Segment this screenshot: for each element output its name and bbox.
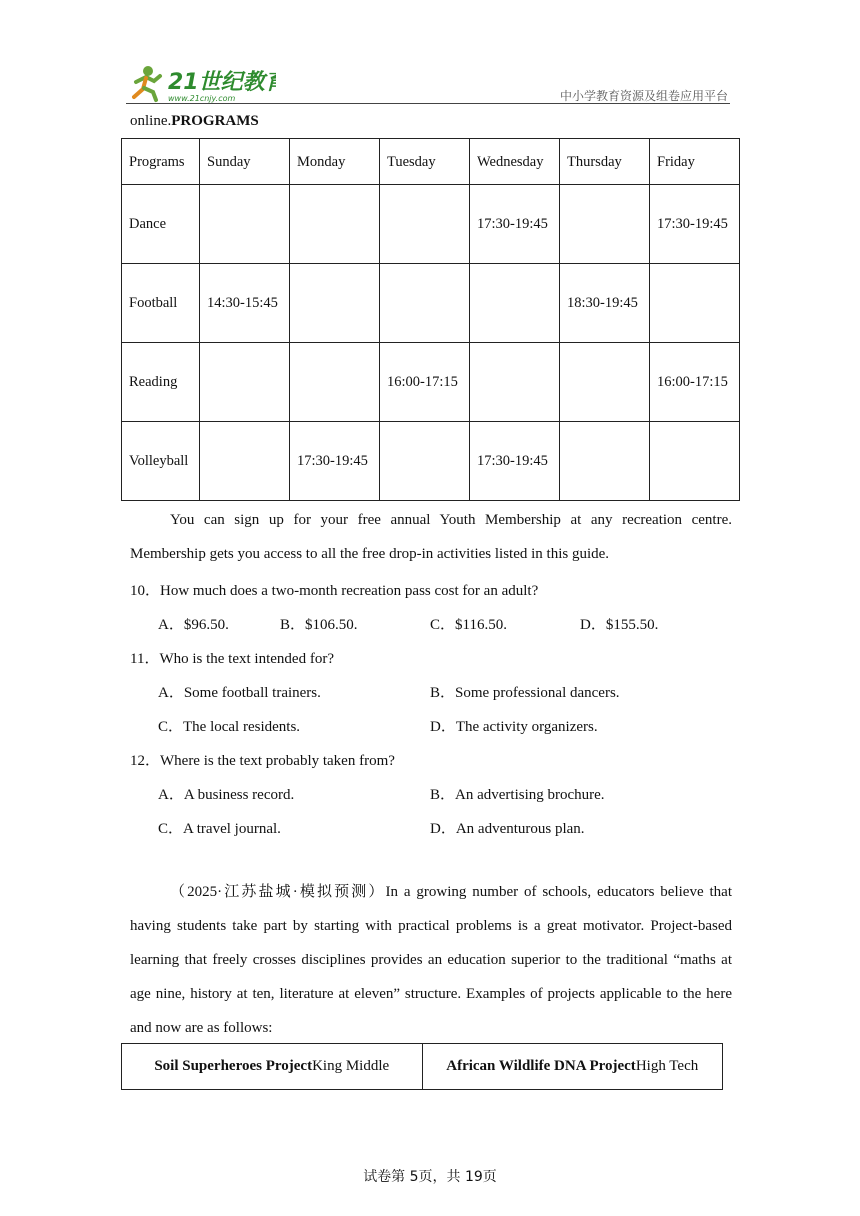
table-cell [290,264,380,343]
table-cell [200,185,290,264]
table-row [122,264,740,343]
table-cell: Reading [122,343,200,422]
page-footer: 试卷第 5页，共 19页 [363,1169,497,1185]
header-cell: Programs [122,139,200,185]
question-11-stem: 11．Who is the text intended for? [130,651,334,667]
passage-text: In a growing number of schools, educators believe that having students take part by starting with practical problems is a great motivator. Project-based learning that freely crosses disciplines provides an education superior to the traditional “maths at age nine, history at ten, literature at eleven” structure. Examples of projects applicable to the here and now are as follows: [130,884,732,1036]
header-platform-text: 中小学教育资源及组卷应用平台 [559,89,728,103]
project-title: African Wildlife DNA Project [446,1058,636,1074]
table-cell [290,185,380,264]
table-cell: Volleyball [122,422,200,501]
table-cell: 17:30-19:45 [650,185,740,264]
header-cell: Wednesday [470,139,560,185]
table-cell: 17:30-19:45 [290,422,380,501]
q12-option-a[interactable]: A．A business record. [158,787,295,803]
header-cell: Friday [650,139,740,185]
q11-option-d[interactable]: D．The activity organizers. [430,719,598,735]
table-cell [380,264,470,343]
table-cell: Football [122,264,200,343]
q12-option-c[interactable]: C．A travel journal. [158,821,281,837]
project-cell [422,1044,723,1090]
header-cell: Thursday [560,139,650,185]
schedule-table [121,138,740,501]
q10-option-d[interactable]: D．$155.50. [580,617,659,633]
membership-paragraph: You can sign up for your free annual Youth Membership at any recreation centre. Membership gets you access to all the free drop-in activities listed in this guide. [130,512,732,562]
project-school: King Middle [312,1058,390,1074]
table-row [122,1044,723,1090]
table-cell: Dance [122,185,200,264]
q11-option-a[interactable]: A．Some football trainers. [158,685,321,701]
header-divider [126,103,730,104]
table-cell [560,185,650,264]
table-cell: 16:00-17:15 [650,343,740,422]
table-cell [560,343,650,422]
runner-logo-icon [126,64,276,104]
table-cell [380,185,470,264]
q12-option-b[interactable]: B．An advertising brochure. [430,787,605,803]
table-cell [470,343,560,422]
heading-bold: PROGRAMS [171,113,259,129]
table-cell: 18:30-19:45 [560,264,650,343]
question-12-stem: 12．Where is the text probably taken from? [130,753,395,769]
table-row [122,343,740,422]
q10-option-c[interactable]: C．$116.50. [430,617,507,633]
header-cell: Monday [290,139,380,185]
project-school: High Tech [635,1058,699,1074]
q11-option-b[interactable]: B．Some professional dancers. [430,685,620,701]
passage-paragraph [130,875,732,1045]
table-row [122,185,740,264]
table-cell [290,343,380,422]
q11-option-c[interactable]: C．The local residents. [158,719,301,735]
project-cell [122,1044,423,1090]
projects-table [121,1043,723,1090]
q10-option-b[interactable]: B．$106.50. [280,617,358,633]
logo-url: www.21cnjy.com [168,94,236,103]
question-10-stem: 10．How much does a two-month recreation pass cost for an adult? [130,583,539,599]
table-cell: 14:30-15:45 [200,264,290,343]
table-cell [200,343,290,422]
q10-option-a[interactable]: A．$96.50. [158,617,229,633]
table-cell [650,264,740,343]
heading-prefix: online. [130,113,172,129]
table-cell: 17:30-19:45 [470,422,560,501]
header-cell: Tuesday [380,139,470,185]
table-cell: 17:30-19:45 [470,185,560,264]
header-cell: Sunday [200,139,290,185]
programs-heading [130,113,259,130]
passage-source: （2025·江苏盐城·模拟预测） [170,884,386,900]
table-cell [470,264,560,343]
site-logo [126,64,276,104]
table-cell [380,422,470,501]
table-cell [200,422,290,501]
table-cell [650,422,740,501]
table-cell [560,422,650,501]
table-row [122,422,740,501]
table-cell: 16:00-17:15 [380,343,470,422]
project-title: Soil Superheroes Project [154,1058,313,1074]
logo-text: 21世纪教育 [168,70,276,95]
q12-option-d[interactable]: D．An adventurous plan. [430,821,585,837]
table-header-row [122,139,740,185]
